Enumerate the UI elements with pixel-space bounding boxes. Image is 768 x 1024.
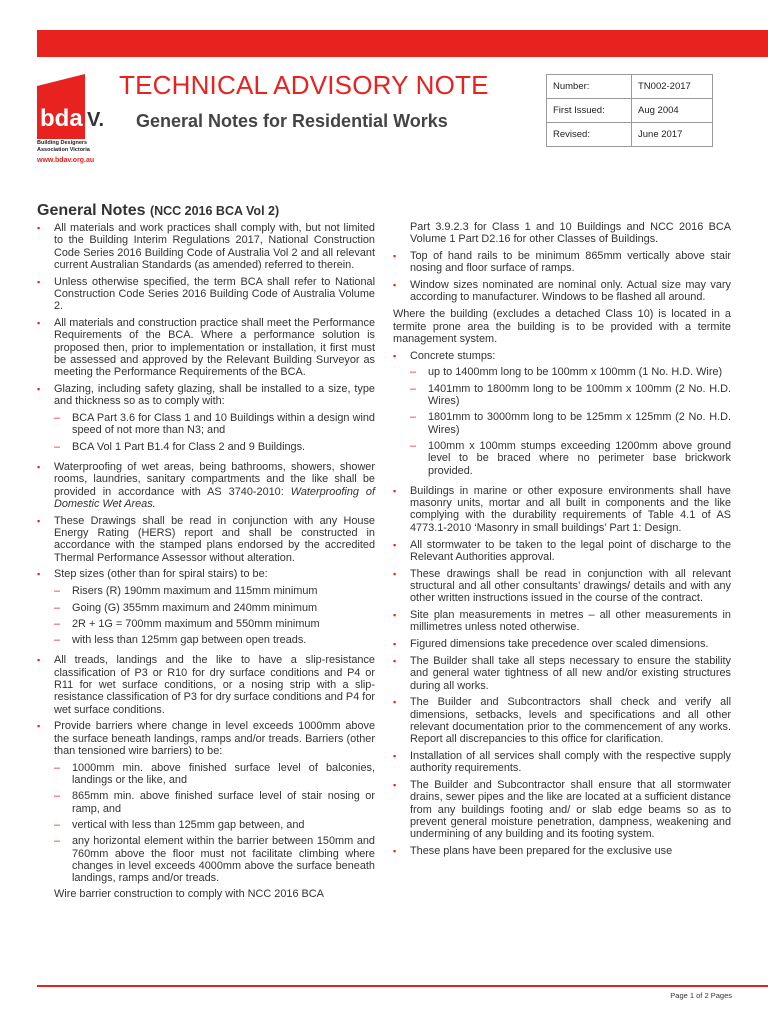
paragraph: Where the building (excludes a detached Class 10) is located in a termite prone area the building is to be provided with a termite management system.: [393, 308, 731, 345]
list-item: ▪ These Drawings shall be read in conjunction with any House Energy Rating (HERS) report and shall be constructed in accordance with the stamped plans endorsed by the accredited Thermal Performance Assessor without alteration.: [37, 515, 375, 564]
list-item: ▪ Buildings in marine or other exposure environments shall have masonry units, mortar and all built in components and the like complying with the durability requirements of Table 4.1 of AS 4773.1-2010 ‘Masonry in small buildings’ Part 1: Design.: [393, 485, 731, 534]
list-item: ▪ Installation of all services shall comply with the respective supply authority requirements.: [393, 750, 731, 775]
sub-item: – up to 1400mm long to be 100mm x 100mm (1 No. H.D. Wire): [393, 366, 731, 378]
meta-row-first-issued: First Issued: Aug 2004: [547, 99, 713, 123]
footer-divider: [37, 985, 768, 987]
document-title: TECHNICAL ADVISORY NOTE: [119, 70, 489, 100]
sub-item: – any horizontal element within the barrier between 150mm and 760mm above the floor must not facilitate climbing where changes in level exceeds 4000mm above the surface beneath landings, ramps and/or treads.: [37, 835, 375, 884]
list-item: ▪ Unless otherwise specified, the term BCA shall refer to National Construction Code Series 2016 Building Code of Australia Volume 2.: [37, 276, 375, 313]
bdav-logo: [37, 74, 109, 139]
association-name: Building Designers Association Victoria: [37, 140, 90, 153]
right-column: [393, 221, 731, 862]
list-item: ▪ Concrete stumps:: [393, 350, 731, 362]
page-number: Page 1 of 2 Pages: [670, 991, 732, 1000]
header-red-bar: [37, 30, 768, 57]
sub-item: – Going (G) 355mm maximum and 240mm minimum: [37, 602, 375, 614]
list-item: ▪ The Builder and Subcontractor shall ensure that all stormwater drains, sewer pipes and the like are located at a sufficient distance from any buildings footing and/ or slab edge beams so as to prevent general moisture penetration, dampness, weakening and undermining of any building and its footing system.: [393, 779, 731, 840]
sub-item: – 100mm x 100mm stumps exceeding 1200mm above ground level to be braced where no perimeter base brickwork provided.: [393, 440, 731, 477]
sub-item: – 1801mm to 3000mm long to be 125mm x 125mm (2 No. H.D. Wires): [393, 411, 731, 436]
sub-item: – 1000mm min. above finished surface level of balconies, landings or the like, and: [37, 762, 375, 787]
website-link[interactable]: www.bdav.org.au: [37, 157, 95, 164]
paragraph: Wire barrier construction to comply with NCC 2016 BCA: [54, 888, 324, 901]
list-item: ▪ Figured dimensions take precedence over scaled dimensions.: [393, 638, 731, 650]
list-item: ▪ Waterproofing of wet areas, being bathrooms, showers, shower rooms, laundries, sanitary compartments and the like shall be provided in accordance with AS 3740-2010: Waterproofing of Domestic Wet Areas.: [37, 461, 375, 510]
sub-item: – with less than 125mm gap between open treads.: [37, 634, 375, 646]
list-item: ▪ These plans have been prepared for the exclusive use: [393, 845, 731, 857]
sub-item: – 865mm min. above finished surface level of stair nosing or ramp, and: [37, 790, 375, 815]
meta-row-number: Number: TN002-2017: [547, 75, 713, 99]
list-item: ▪ Top of hand rails to be minimum 865mm vertically above stair nosing and floor surface of ramps.: [393, 250, 731, 275]
list-item: ▪ Provide barriers where change in level exceeds 1000mm above the surface beneath landings, ramps and/or treads. Barriers (other than tensioned wire barriers) to be:: [37, 720, 375, 757]
sub-item: – 1401mm to 1800mm long to be 100mm x 100mm (2 No. H.D. Wires): [393, 383, 731, 408]
section-heading: General Notes (NCC 2016 BCA Vol 2): [37, 202, 280, 219]
left-column: [37, 222, 375, 905]
list-item: ▪ All treads, landings and the like to have a slip-resistance classification of P3 or R10 for dry surface conditions and P4 or R11 for wet surface conditions, or a nosing strip with a slip-resistance classification of P3 for dry surface conditions and P4 for wet surface conditions.: [37, 654, 375, 715]
list-item: ▪ These drawings shall be read in conjunction with all relevant structural and all other consultants’ drawings/ details and with any other written instructions issued in the course of the contract.: [393, 568, 731, 605]
list-item: ▪ Window sizes nominated are nominal only. Actual size may vary according to manufacturer. Windows to be flashed all around.: [393, 279, 731, 304]
logo-v: V.: [87, 109, 105, 131]
sub-item: – Risers (R) 190mm maximum and 115mm minimum: [37, 585, 375, 597]
list-item: ▪ All materials and construction practice shall meet the Performance Requirements of the BCA. Where a performance solution is proposed then, prior to implementation or installation, it first must be assessed and approved by the Relevant Building Surveyor as meeting the Performance Requirements of the BCA.: [37, 317, 375, 378]
paragraph: Part 3.9.2.3 for Class 1 and 10 Buildings and NCC 2016 BCA Volume 1 Part D2.16 for other Classes of Buildings.: [410, 221, 731, 246]
sub-item: – BCA Part 3.6 for Class 1 and 10 Buildings within a design wind speed of not more than N3; and: [37, 412, 375, 437]
list-item: ▪ All materials and work practices shall comply with, but not limited to the Building Interim Regulations 2017, National Construction Code Series 2016 Building Code of Australia Vol 2 and all relevant current Australian Standards (as amended) referred to therein.: [37, 222, 375, 271]
list-item: ▪ Glazing, including safety glazing, shall be installed to a size, type and thickness so as to comply with:: [37, 383, 375, 408]
list-item: ▪ Site plan measurements in metres – all other measurements in millimetres unless noted otherwise.: [393, 609, 731, 634]
sub-item: – BCA Vol 1 Part B1.4 for Class 2 and 9 Buildings.: [37, 441, 375, 453]
list-item: ▪ The Builder and Subcontractors shall check and verify all dimensions, setbacks, levels and specifications and all other relevant documentation prior to the commencement of any works. Report all discrepancies to this office for clarification.: [393, 696, 731, 745]
sub-item: – 2R + 1G = 700mm maximum and 550mm minimum: [37, 618, 375, 630]
list-item: ▪ Step sizes (other than for spiral stairs) to be:: [37, 568, 375, 580]
document-subtitle: General Notes for Residential Works: [136, 111, 448, 131]
document-meta-table: [546, 74, 713, 147]
list-item: ▪ The Builder shall take all steps necessary to ensure the stability and general water tightness of all new and/or existing structures during all works.: [393, 655, 731, 692]
meta-row-revised: Revised: June 2017: [547, 123, 713, 147]
sub-item: – vertical with less than 125mm gap between, and: [37, 819, 375, 831]
logo-letters: bda: [40, 105, 83, 132]
list-item: ▪ All stormwater to be taken to the legal point of discharge to the Relevant Authorities approval.: [393, 539, 731, 564]
